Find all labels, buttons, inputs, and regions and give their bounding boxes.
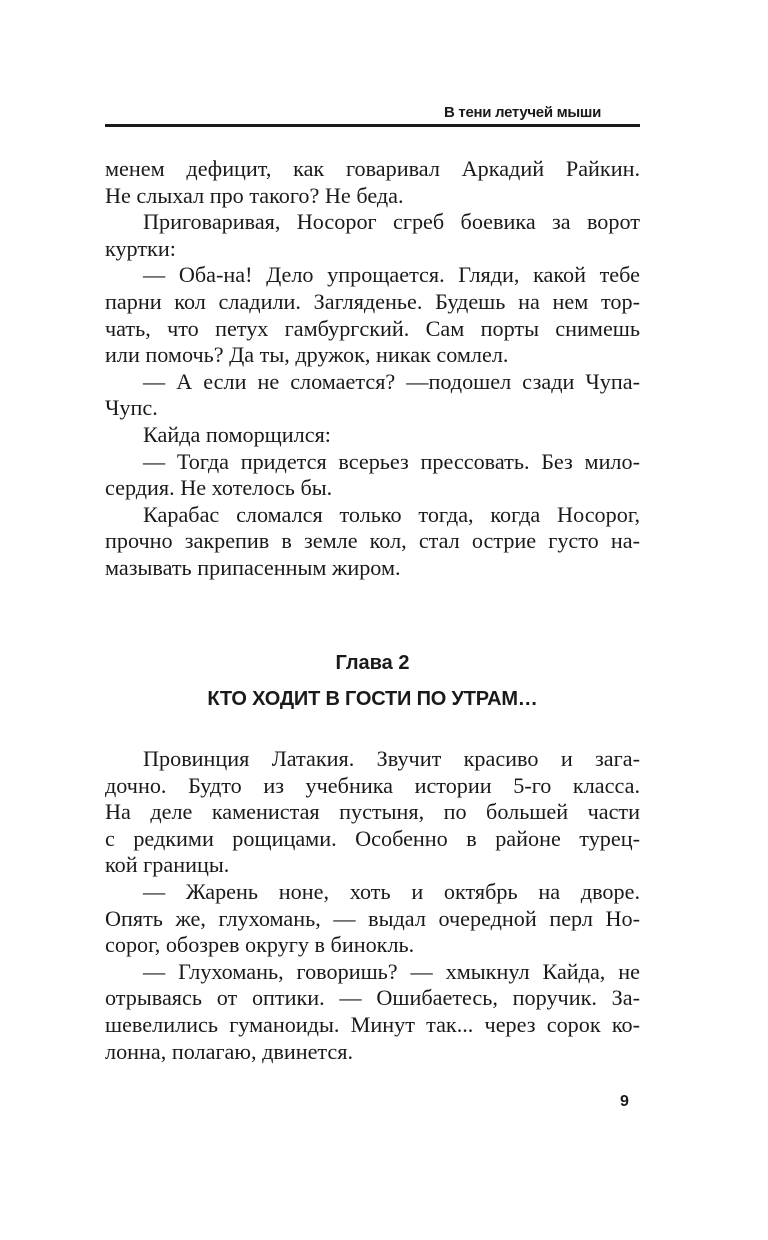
chapter-label: Глава 2 xyxy=(335,652,410,674)
text-line: Кайда поморщился: xyxy=(143,421,331,447)
text-line: — Жарень ноне, хоть и октябрь на дворе. xyxy=(143,878,640,904)
text-line: — Оба-на! Дело упрощается. Гляди, какой тебе xyxy=(143,262,640,288)
text-line: куртки: xyxy=(105,235,176,261)
text-line: лонна, полагаю, двинется. xyxy=(105,1038,353,1064)
page-number: 9 xyxy=(620,1093,629,1110)
text-line: с редкими рощицами. Особенно в районе турец- xyxy=(105,825,640,851)
text-line: Не слыхал про такого? Не беда. xyxy=(105,182,404,208)
text-line: — А если не сломается? —подошел сзади Чупа- xyxy=(143,368,640,394)
body-text-section-1 xyxy=(105,156,640,582)
text-line: Опять же, глухомань, — выдал очередной перл Но- xyxy=(105,905,640,931)
text-line: Чупс. xyxy=(105,395,158,421)
text-line: — Глухомань, говоришь? — хмыкнул Кайда, не xyxy=(143,958,640,984)
chapter-title: КТО ХОДИТ В ГОСТИ ПО УТРАМ… xyxy=(207,688,538,710)
header-rule xyxy=(105,124,640,127)
text-line: отрываясь от оптики. — Ошибаетесь, поручик. За- xyxy=(105,985,640,1011)
text-line: мазывать припасенным жиром. xyxy=(105,554,401,580)
text-line: парни кол сладили. Загляденье. Будешь на нем тор- xyxy=(105,288,640,314)
text-line: шевелились гуманоиды. Минут так... через сорок ко- xyxy=(105,1011,640,1037)
text-line: Приговаривая, Носорог сгреб боевика за ворот xyxy=(143,209,640,235)
text-line: или помочь? Да ты, дружок, никак сомлел. xyxy=(105,342,509,368)
text-line: сердия. Не хотелось бы. xyxy=(105,475,333,501)
text-line: сорог, обозрев округу в бинокль. xyxy=(105,932,415,958)
body-text-section-2 xyxy=(105,746,640,1065)
text-line: кой границы. xyxy=(105,852,230,878)
text-line: — Тогда придется всерьез прессовать. Без мило- xyxy=(143,448,640,474)
running-head-title: В тени летучей мыши xyxy=(444,104,602,121)
text-line: Карабас сломался только тогда, когда Носорог, xyxy=(143,501,640,527)
text-line: чать, что петух гамбургский. Сам порты снимешь xyxy=(105,315,640,341)
text-line: менем дефицит, как говаривал Аркадий Райкин. xyxy=(105,156,640,181)
text-line: На деле каменистая пустыня, по большей части xyxy=(105,799,640,825)
text-line: дочно. Будто из учебника истории 5-го класса. xyxy=(105,772,640,798)
text-line: Провинция Латакия. Звучит красиво и зага- xyxy=(143,746,640,771)
text-line: прочно закрепив в земле кол, стал острие густо на- xyxy=(105,528,640,554)
